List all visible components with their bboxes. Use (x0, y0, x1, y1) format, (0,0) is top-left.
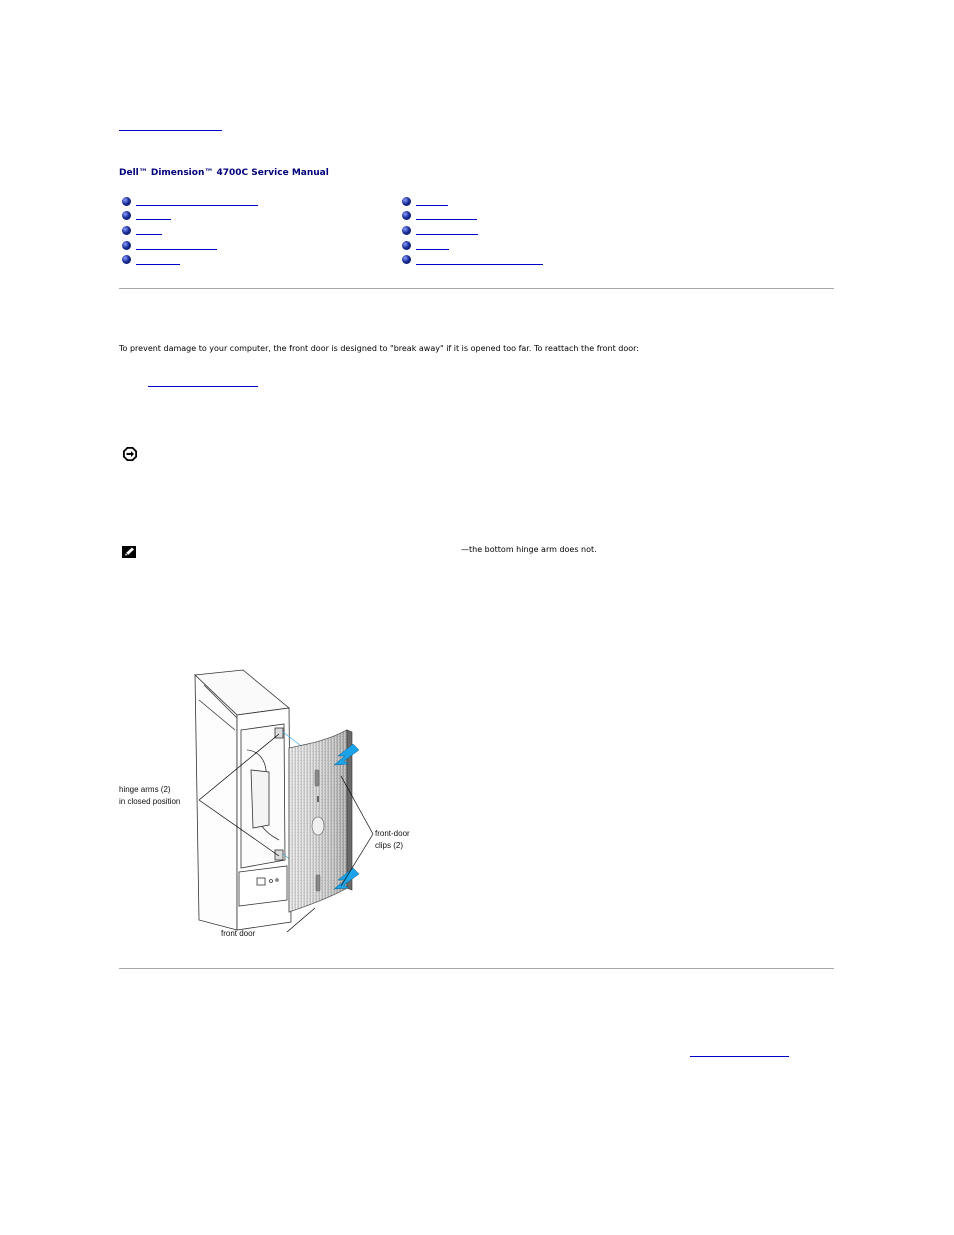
note-text: —the bottom hinge arm does not. (461, 545, 597, 554)
nav-link-9[interactable] (416, 249, 449, 250)
nav-link-10[interactable] (416, 264, 543, 265)
front-door-label: front door (221, 929, 256, 938)
top-link[interactable] (119, 130, 222, 131)
manual-title: Dell™ Dimension™ 4700C Service Manual (119, 168, 329, 178)
section-divider-bottom (119, 968, 834, 969)
computer-chassis-illustration (195, 670, 291, 930)
section-divider-top (119, 288, 834, 289)
bullet-icon (122, 197, 131, 206)
bullet-icon (122, 255, 131, 264)
bullet-icon (402, 255, 411, 264)
bullet-icon (122, 211, 131, 220)
bullet-icon (402, 241, 411, 250)
nav-link-3[interactable] (136, 234, 162, 235)
nav-link-4[interactable] (136, 249, 217, 250)
nav-link-2[interactable] (136, 219, 171, 220)
note-pencil-icon (122, 543, 136, 555)
bullet-icon (402, 197, 411, 206)
nav-link-7[interactable] (416, 219, 477, 220)
intro-paragraph: To prevent damage to your computer, the front door is designed to "break away" if it is opened too far. To reattach the front door: (119, 344, 639, 353)
bottom-link[interactable] (690, 1056, 789, 1057)
front-door-figure (119, 660, 419, 945)
bullet-icon (122, 226, 131, 235)
front-door-clips-label: front-door (375, 829, 410, 838)
hinge-arms-label: hinge arms (2) (119, 785, 171, 794)
nav-link-6[interactable] (416, 205, 448, 206)
nav-link-8[interactable] (416, 234, 478, 235)
nav-link-5[interactable] (136, 264, 180, 265)
nav-link-1[interactable] (136, 205, 258, 206)
notice-icon (123, 446, 137, 460)
front-door-clips-label-line2: clips (2) (375, 841, 404, 850)
bullet-icon (402, 226, 411, 235)
bullet-icon (122, 241, 131, 250)
step-link[interactable] (148, 386, 258, 387)
hinge-arms-label-line2: in closed position (119, 797, 181, 806)
bullet-icon (402, 211, 411, 220)
